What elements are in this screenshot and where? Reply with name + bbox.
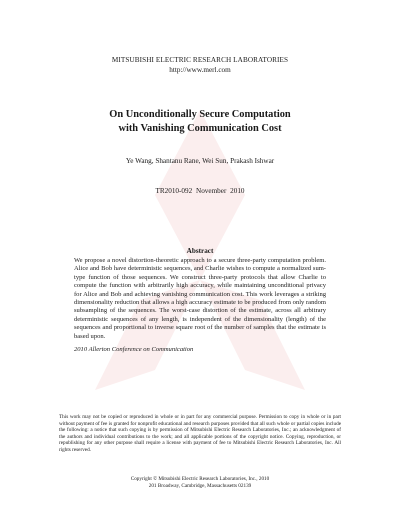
footer	[0, 476, 400, 489]
copyright-notice: This work may not be copied or reproduced in whole or in part for any commercial purpose. Permission to copy in whole or in part without payment of fee is granted for nonprofit educational and research purposes provided that all such whole or partial copies include the following: a notice that such copying is by permission of Mitsubishi Electric Research Laboratories, Inc.; an acknowledgment of the authors and individual contributions to the work; and all applicable portions of the copyright notice. Copying, reproduction, or republishing for any other purpose shall require a license with payment of fee to Mitsubishi Electric Research Laboratories, Inc. All rights reserved.	[59, 414, 341, 453]
abstract-body: We propose a novel distortion-theoretic approach to a secure three-party computation problem. Alice and Bob have deterministic sequences, and Charlie wishes to compute a normalized sum-type function of those sequences. We construct three-party protocols that allow Charlie to compute the function with arbitrarily high accuracy, while maintaining unconditional privacy for Alice and Bob and achieving vanishing communication cost. This work leverages a striking dimensionality reduction that allows a high accuracy estimate to be produced from only random subsampling of the sequences. The worst-case distortion of the estimate, across all arbitrary deterministic sequences of any length, is independent of the dimensionality (length) of the sequences and proportional to inverse square root of the number of samples that the estimate is based upon.	[74, 257, 326, 340]
paper-title	[0, 108, 400, 135]
title-line-2: with Vanishing Communication Cost	[118, 122, 282, 134]
lab-name: MITSUBISHI ELECTRIC RESEARCH LABORATORIES	[111, 56, 289, 64]
lab-url[interactable]: http://www.merl.com	[169, 66, 231, 74]
report-date: November 2010	[196, 187, 245, 195]
footer-copyright-line: Copyright © Mitsubishi Electric Research Laboratories, Inc., 2010	[130, 476, 270, 482]
footer-address-line: 201 Broadway, Cambridge, Massachusetts 02139	[148, 482, 252, 489]
title-line-1: On Unconditionally Secure Computation	[109, 109, 291, 120]
report-info	[0, 187, 400, 195]
conference-name: 2010 Allerton Conference on Communication	[74, 346, 194, 353]
report-number: TR2010-092	[155, 187, 193, 195]
abstract-heading: Abstract	[186, 247, 214, 255]
author-list: Ye Wang, Shantanu Rane, Wei Sun, Prakash Ishwar	[125, 157, 275, 165]
